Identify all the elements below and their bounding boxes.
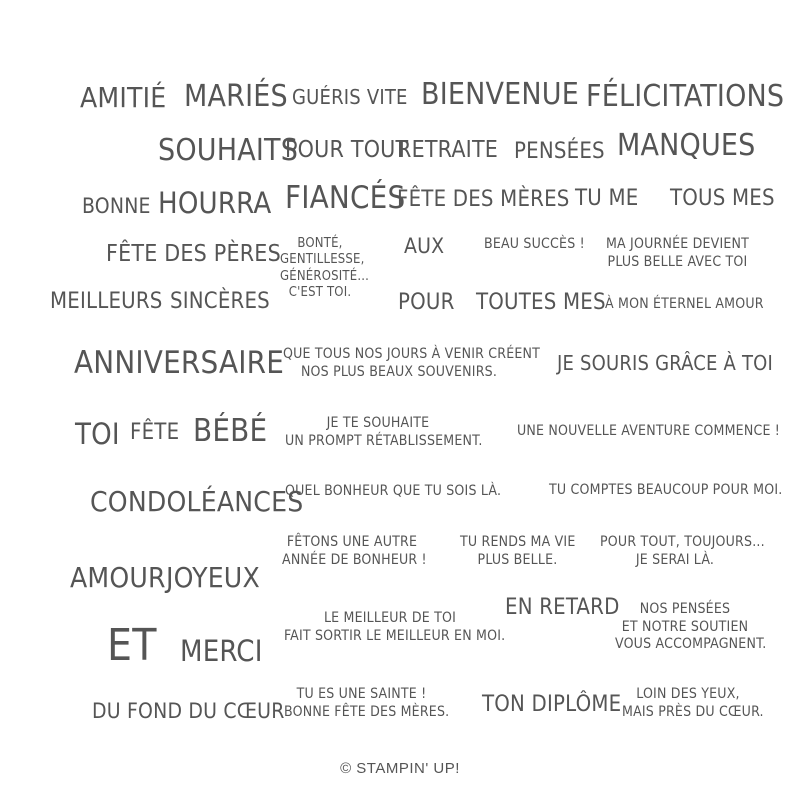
stamp-word: SINCÈRES [170, 289, 270, 314]
stamp-phrase: QUE TOUS NOS JOURS À VENIR CRÉENT NOS PLUS BEAUX SOUVENIRS. [283, 346, 541, 380]
stamp-phrase: JE TE SOUHAITE UN PROMPT RÉTABLISSEMENT. [285, 415, 483, 449]
stamp-phrase: MA JOURNÉE DEVIENT PLUS BELLE AVEC TOI [605, 236, 750, 270]
stamp-word: TU ME [575, 186, 639, 211]
stamp-word: TU COMPTES BEAUCOUP POUR MOI. [549, 482, 783, 498]
stamp-word: POUR TOUT [285, 137, 409, 163]
stamp-phrase: LOIN DES YEUX, MAIS PRÈS DU CŒUR. [622, 686, 764, 720]
stamp-word: TON DIPLÔME [482, 692, 622, 717]
stamp-word: UNE NOUVELLE AVENTURE COMMENCE ! [517, 423, 781, 439]
stamp-word: JOYEUX [166, 561, 260, 594]
stamp-word: BEAU SUCCÈS ! [484, 236, 585, 252]
stamp-word: AUX [404, 234, 445, 258]
stamp-word: FÊTE DES MÈRES [397, 187, 570, 212]
stamp-phrase: FÊTONS UNE AUTRE ANNÉE DE BONHEUR ! [282, 534, 427, 568]
stamp-word: ANNIVERSAIRE [74, 345, 285, 381]
stamp-word: QUEL BONHEUR QUE TU SOIS LÀ. [285, 483, 502, 499]
stamp-word: SOUHAITS [158, 133, 299, 168]
stamp-word: TOUS MES [670, 186, 775, 211]
stamp-phrase: POUR TOUT, TOUJOURS... JE SERAI LÀ. [600, 534, 765, 568]
stamp-word: À MON ÉTERNEL AMOUR [605, 296, 764, 312]
stamp-phrase: NOS PENSÉES ET NOTRE SOUTIEN VOUS ACCOMPAGNENT. [615, 601, 767, 652]
stamp-word: RETRAITE [397, 137, 499, 163]
stamp-word: CONDOLÉANCES [90, 485, 304, 518]
stamp-word: BONNE [82, 194, 151, 218]
stamp-word: BÉBÉ [193, 413, 268, 449]
stamp-word: EN RETARD [505, 595, 620, 620]
stamp-word: BIENVENUE [421, 77, 580, 112]
stamp-word: PENSÉES [514, 139, 605, 164]
stamp-phrase: TU RENDS MA VIE PLUS BELLE. [460, 534, 576, 568]
stamp-word: ET [107, 620, 157, 671]
stamp-word: MEILLEURS [50, 289, 163, 314]
stamp-word: FÊTE DES PÈRES [106, 241, 281, 267]
stamp-word: HOURRA [158, 186, 272, 220]
stamp-word: TOI [75, 417, 120, 451]
stamp-word: DU FOND DU CŒUR [92, 699, 285, 723]
stamp-phrase: BONTÉ, GENTILLESSE, GÉNÉROSITÉ... C'EST TOI. [280, 236, 370, 300]
stamp-word: FÊTE [130, 420, 180, 445]
stamp-word: MARIÉS [184, 79, 288, 114]
stamp-phrase: TU ES UNE SAINTE ! BONNE FÊTE DES MÈRES. [284, 686, 450, 720]
stamp-word: AMITIÉ [80, 81, 167, 114]
stamp-word: POUR [398, 290, 455, 315]
stamp-word: MANQUES [617, 128, 756, 163]
stamp-phrase: LE MEILLEUR DE TOI FAIT SORTIR LE MEILLEUR EN MOI. [284, 610, 506, 644]
stamp-word: FIANCÉS [285, 180, 406, 216]
stamp-word: TOUTES MES [476, 290, 606, 315]
stamp-word: JE SOURIS GRÂCE À TOI [557, 351, 773, 375]
stamp-word: GUÉRIS VITE [292, 85, 408, 109]
stamp-word: AMOUR [70, 561, 166, 594]
stamp-word: FÉLICITATIONS [586, 79, 785, 114]
stamp-word: MERCI [180, 634, 263, 668]
copyright-notice: © STAMPIN' UP! [340, 760, 460, 777]
